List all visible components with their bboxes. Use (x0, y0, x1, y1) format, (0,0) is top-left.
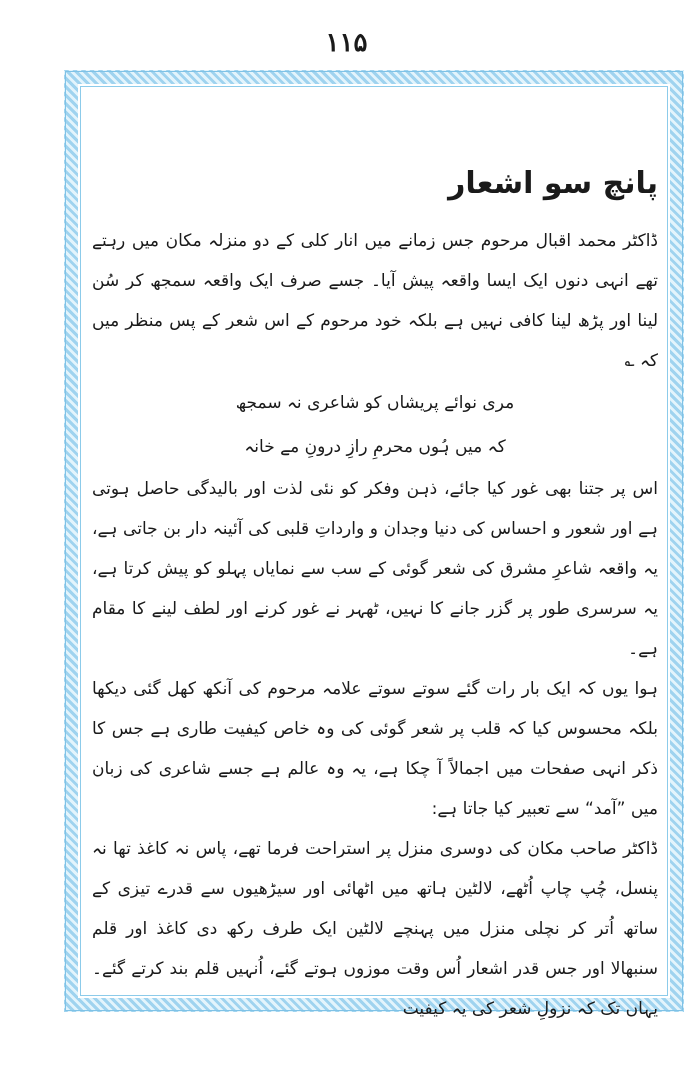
paragraph-1: اس پر جتنا بھی غور کیا جائے، ذہن وفکر کو نئی لذت اور بالیدگی حاصل ہوتی ہے اور شعور و احساس کی دنیا وجدان و وارداتِ قلبی کی آئینہ دار بن جاتی ہے، یہ واقعہ شاعرِ مشرق کی شعر گوئی کے سب سے نمایاں پہلو کو پیش کرتا ہے، یہ سرسری طور پر گزر جانے کا نہیں، ٹھہر نے غور کرنے اور لطف لینے کا مقام ہے۔ (92, 479, 658, 659)
chapter-title: پانچ سو اشعار (448, 166, 658, 201)
paragraph-3: ڈاکٹر صاحب مکان کی دوسری منزل پر استراحت فرما تھے، پاس نہ کاغذ تھا نہ پنسل، چُپ چاپ اُٹھے، لالٹین ہاتھ میں اٹھائی اور سیڑھیوں سے قدرے تیزی کے ساتھ اُتر کر نچلی منزل میں پہنچے لالٹین ایک طرف رکھ دی کاغذ اور قلم سنبھالا اور جس قدر اشعار اُس وقت موزوں ہوتے گئے، اُنہیں قلم بند کرتے گئے۔ یہاں تک کہ نزولِ شعر کی یہ کیفیت (92, 839, 658, 1019)
page-number: ۱۱۵ (325, 28, 368, 58)
paragraph-intro: ڈاکٹر محمد اقبال مرحوم جس زمانے میں انار کلی کے دو منزلہ مکان میں رہتے تھے انہی دنوں ایک ایسا واقعہ پیش آیا۔ جسے صرف ایک واقعہ سمجھ کر سُن لینا اور پڑھ لینا کافی نہیں ہے بلکہ خود مرحوم کے اس شعر کے پس منظر میں کہ ؎ (92, 231, 658, 371)
verse-line-2: کہ میں ہُوں محرمِ رازِ درونِ مے خانہ (244, 437, 506, 457)
verse-line-1: مری نوائے پریشاں کو شاعری نہ سمجھ (235, 393, 515, 413)
paragraph-2: ہوا یوں کہ ایک بار رات گئے سوتے سوتے علامہ مرحوم کی آنکھ کھل گئی دیکھا بلکہ محسوس کیا کہ قلب پر شعر گوئی کی وہ خاص کیفیت طاری ہے جس کا ذکر انہی صفحات میں اجمالاً آ چکا ہے، یہ وہ عالم ہے جسے شاعری کی زبان میں ”آمد“ سے تعبیر کیا جاتا ہے: (92, 679, 658, 819)
page-content (92, 100, 658, 1019)
